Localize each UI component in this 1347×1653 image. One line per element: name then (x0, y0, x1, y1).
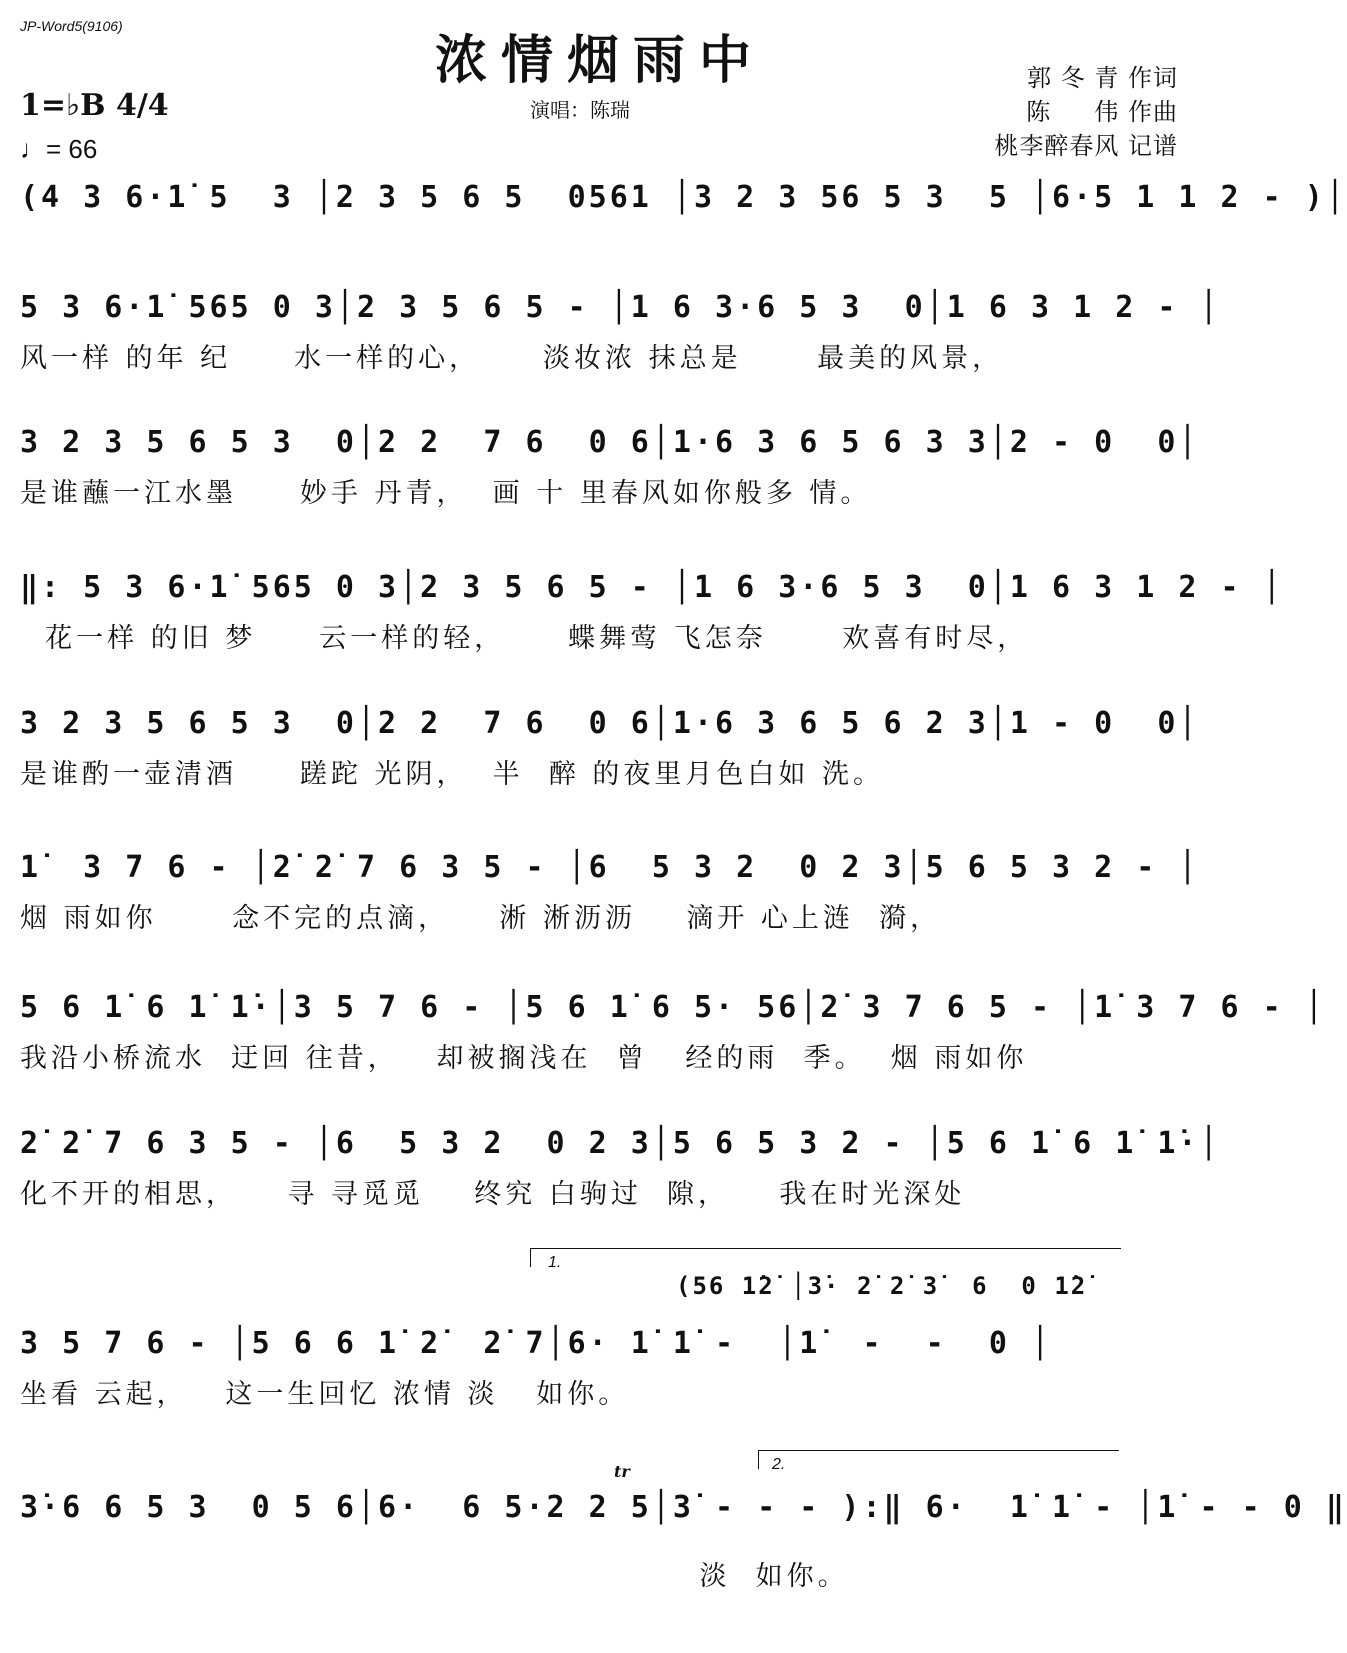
lyric-line: 淡 如你。 (20, 1561, 849, 1592)
second-ending-bracket (758, 1450, 1119, 1469)
trill-mark: tr (614, 1462, 630, 1481)
notation-line: 5 6 1̇ 6 1̇ 1̇·│3 5 7 6 - │5 6 1̇ 6 5· 56│2̇ 3 7 6 5 - │1̇ 3 7 6 - │ (20, 990, 1326, 1025)
software-label: JP-Word5(9106) (20, 18, 123, 34)
notation-line: 5 3 6·1̇ 565 0 3│2 3 5 6 5 - │1 6 3·6 5 3 0│1 6 3 1 2 - │ (20, 290, 1221, 325)
lyric-line: 风一样 的年 纪 水一样的心， 淡妆浓 抹总是 最美的风景， (20, 343, 1004, 374)
notation-line: 3 5 7 6 - │5 6 6 1̇ 2̇ 2̇ 7│6· 1̇ 1̇ - │1̇ - - 0 │ (20, 1326, 1053, 1361)
lyric-line: 花一样 的旧 梦 云一样的轻， 蝶舞莺 飞怎奈 欢喜有时尽， (20, 623, 1029, 654)
composer-credit: 陈 伟 作曲 (1026, 98, 1178, 126)
tempo-marking: ♩= 66 (20, 134, 98, 164)
first-ending-label: 1. (548, 1254, 562, 1271)
notation-line: 3 2 3 5 6 5 3 0│2 2 7 6 0 6│1·6 3 6 5 6 3 3│2 - 0 0│ (20, 425, 1200, 460)
notation-line: 2̇ 2̇ 7 6 3 5 - │6 5 3 2 0 2 3│5 6 5 3 2 - │5 6 1̇ 6 1̇ 1̇·│ (20, 1126, 1221, 1161)
singer-credit: 演唱：陈瑞 (530, 98, 630, 122)
interlude-line: (56 1̇2̇ │3̇· 2̇ 2̇ 3̇ 6 0 1̇2̇ (676, 1272, 1088, 1300)
song-title: 浓情烟雨中 (434, 30, 765, 91)
notation-line: 3 2 3 5 6 5 3 0│2 2 7 6 0 6│1·6 3 6 5 6 2 3│1 - 0 0│ (20, 706, 1200, 741)
transcriber-credit: 桃李醉春风 记谱 (994, 132, 1178, 160)
lyric-line: 烟 雨如你 念不完的点滴， 淅 淅沥沥 滴开 心上涟 漪， (20, 903, 942, 934)
notation-line: (4 3 6·1̇ 5 3 │2 3 5 6 5 0561 │3 2 3 56 5 3 5 │6·5 1 1 2 - )│ (20, 180, 1347, 215)
lyric-line: 是谁酌一壶清酒 蹉跎 光阴， 半 醉 的夜里月色白如 洗。 (20, 759, 884, 790)
lyric-line: 是谁蘸一江水墨 妙手 丹青， 画 十 里春风如你般多 情。 (20, 478, 872, 509)
second-ending-label: 2. (772, 1456, 786, 1473)
lyric-line: 坐看 云起， 这一生回忆 浓情 淡 如你。 (20, 1379, 630, 1410)
key-signature: 1=♭B 4/4 (20, 88, 169, 123)
lyric-line: 我沿小桥流水 迂回 往昔， 却被搁浅在 曾 经的雨 季。 烟 雨如你 (20, 1043, 1028, 1074)
lyric-line: 化不开的相思， 寻 寻觅觅 终究 白驹过 隙， 我在时光深处 (20, 1179, 966, 1210)
notation-line: 3̇·6 6 5 3 0 5 6│6· 6 5·2 2 5│3̇ - - - ):‖ 6· 1̇ 1̇ - │1̇ - - 0 ‖ (20, 1490, 1347, 1525)
first-ending-bracket (530, 1248, 1121, 1267)
lyricist-credit: 郭 冬 青 作词 (1027, 64, 1178, 92)
notation-line: ‖: 5 3 6·1̇ 565 0 3│2 3 5 6 5 - │1 6 3·6 5 3 0│1 6 3 1 2 - │ (20, 570, 1284, 605)
notation-line: 1̇ 3 7 6 - │2̇ 2̇ 7 6 3 5 - │6 5 3 2 0 2 3│5 6 5 3 2 - │ (20, 850, 1200, 885)
